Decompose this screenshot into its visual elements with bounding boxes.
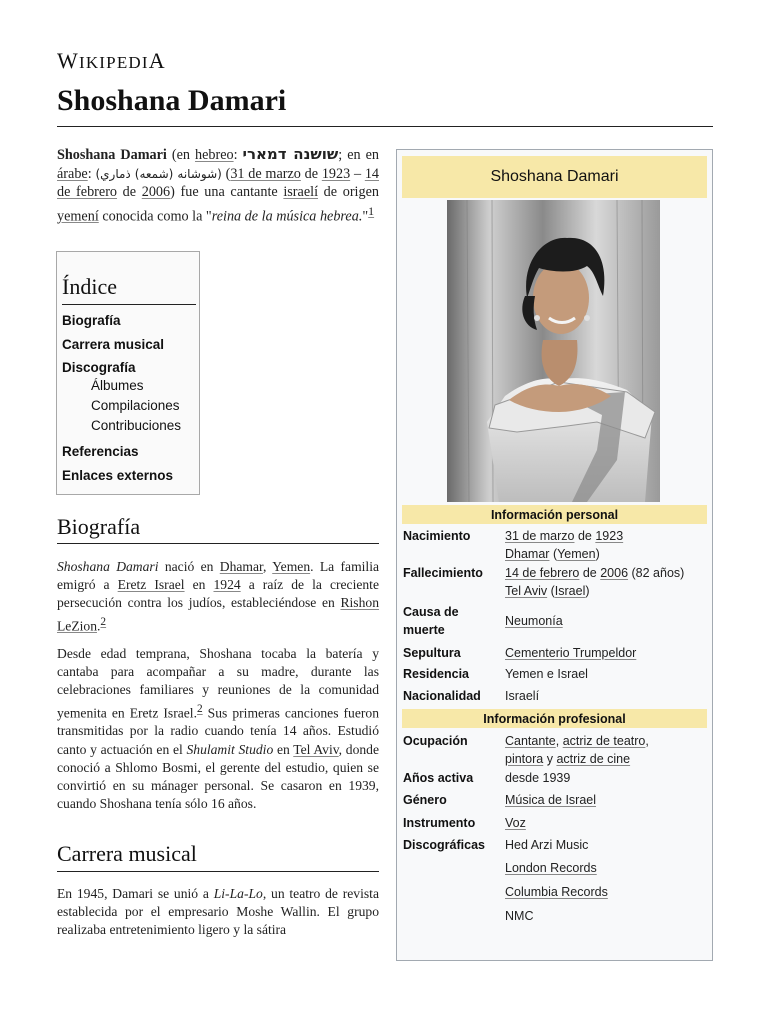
value-causa-de-muerte: [505, 612, 710, 630]
link-musica-de-israel[interactable]: Música de Israel: [505, 793, 597, 807]
value-nacimiento: 31 de marzo de 1923 Dhamar (Yemen): [505, 529, 624, 561]
toc-item-carrera-musical[interactable]: Carrera musical: [62, 337, 165, 352]
toc-item-enlaces-externos[interactable]: Enlaces externos: [62, 468, 174, 483]
value-anos-activa: desde 1939: [505, 771, 571, 785]
value-instrumento: [505, 814, 710, 832]
link-nac-date[interactable]: 31 de marzo: [505, 529, 575, 543]
reference-2b[interactable]: 2: [196, 702, 203, 715]
toc-item-albumes[interactable]: Álbumes: [91, 378, 144, 393]
arabic-name: (شوشانه (شمعه) ذماري): [95, 166, 222, 181]
link-fal-country[interactable]: Israel: [554, 584, 586, 598]
link-1924[interactable]: 1924: [213, 577, 241, 593]
link-pintora[interactable]: pintora: [505, 752, 544, 766]
intro-name: Shoshana Damari: [57, 147, 167, 163]
intro-paragraph: Shoshana Damari (en hebreo: שושנה דמארי; en en árabe: (شوشانه (شمعه) ذماري) (31 de marzo de 1923 – 14 de febrero de 2006) fue una cantante israelí de origen yemení conocida como la "reina de la música hebrea."$^1$: [57, 145, 379, 225]
table-of-contents: [56, 251, 200, 495]
link-tel-aviv[interactable]: Tel Aviv: [293, 741, 339, 757]
biografia-paragraph-2: Desde edad temprana, Shoshana tocaba la batería y cantaba para acompañar a su madre, durante las celebraciones familiares y reuniones de la comunidad yemenita en Eretz Israel.$^2$ Sus primeras canciones fueron transmitidas por la radio cuando tenía 14 años. Estudió canto y actuación en el Shulamit Studio en Tel Aviv, donde conoció a Shlomo Bosmi, el gerente del estudio, quien se convirtió en su mánager personal. Se casaron en 1939, cuando Shoshana tenía sólo 16 años.: [57, 646, 380, 812]
value-sepultura: [505, 644, 710, 662]
value-residencia: Yemen e Israel: [505, 667, 588, 681]
link-fal-date[interactable]: 14 de febrero: [505, 566, 580, 580]
link-cementerio[interactable]: Cementerio Trumpeldor: [505, 646, 637, 660]
toc-title: Índice: [62, 274, 117, 299]
reference-1[interactable]: 1: [368, 203, 375, 218]
wordmark-first: W: [57, 48, 79, 73]
link-actriz-de-cine[interactable]: actriz de cine: [556, 752, 631, 766]
heading-carrera-divider: [57, 871, 379, 872]
heading-carrera-musical: Carrera musical: [57, 841, 197, 866]
value-discografica-1: Hed Arzi Music: [505, 838, 589, 852]
toc-item-compilaciones[interactable]: Compilaciones: [91, 398, 180, 413]
link-israeli[interactable]: israelí: [283, 184, 319, 200]
value-discografica-3: [505, 883, 710, 901]
link-eretz-israel[interactable]: Eretz Israel: [117, 577, 185, 593]
carrera-paragraph-1: En 1945, Damari se unió a Li-La-Lo, un teatro de revista establecida por el empresario Moshe Wallin. El grupo realizaba entretenimiento ligero y la sátira: [57, 886, 379, 938]
value-nacionalidad: Israelí: [505, 689, 540, 703]
label-sepultura: Sepultura: [403, 646, 461, 660]
hebrew-name: שושנה דמארי: [242, 145, 339, 163]
biografia-paragraph-1: Shoshana Damari nació en Dhamar, Yemen. La familia emigró a Eretz Israel en 1924 a raíz de la creciente persecución contra los judíos, estableciéndose en Rishon LeZion.$^2$: [57, 559, 380, 634]
value-discografica-4: NMC: [505, 909, 534, 923]
link-birth-year[interactable]: 1923: [321, 165, 351, 182]
link-voz[interactable]: Voz: [505, 816, 526, 830]
infobox-section-personal: Información personal: [402, 505, 707, 524]
toc-divider: [62, 304, 196, 305]
link-rishon-lezion[interactable]: Rishon LeZion: [57, 595, 379, 634]
label-anos-activa: Años activa: [403, 771, 474, 785]
toc-item-biografia[interactable]: Biografía: [62, 313, 121, 328]
label-ocupacion: Ocupación: [403, 734, 468, 748]
link-nac-place[interactable]: Dhamar: [505, 547, 550, 561]
link-neumonia[interactable]: Neumonía: [505, 614, 563, 628]
nickname: reina de la música hebrea.: [211, 208, 363, 225]
value-ocupacion: Cantante, actriz de teatro, pintora y actriz de cine: [505, 734, 649, 766]
label-fallecimiento: Fallecimiento: [403, 566, 483, 580]
infobox: [396, 149, 713, 961]
reference-2[interactable]: 2: [100, 615, 107, 628]
title-divider: [57, 126, 713, 127]
wikipedia-wordmark[interactable]: [57, 48, 166, 74]
label-residencia: Residencia: [403, 667, 470, 681]
toc-item-discografia[interactable]: Discografía: [62, 360, 136, 375]
label-nacionalidad: Nacionalidad: [403, 689, 481, 703]
value-discografica-2: [505, 859, 710, 877]
infobox-section-profesional: Información profesional: [402, 709, 707, 728]
toc-item-referencias[interactable]: Referencias: [62, 444, 139, 459]
infobox-title: Shoshana Damari: [402, 156, 707, 198]
link-dhamar[interactable]: Dhamar: [219, 559, 263, 574]
toc-item-contribuciones[interactable]: Contribuciones: [91, 418, 182, 433]
link-fal-year[interactable]: 2006: [600, 566, 629, 580]
link-nac-year[interactable]: 1923: [595, 529, 624, 543]
label-nacimiento: Nacimiento: [403, 529, 471, 543]
value-fallecimiento: 14 de febrero de 2006 (82 años) Tel Aviv (Israel): [505, 566, 685, 598]
link-hebreo[interactable]: hebreo: [194, 147, 234, 163]
heading-biografia-divider: [57, 543, 379, 544]
link-birth-date[interactable]: 31 de marzo: [230, 165, 301, 182]
link-death-year[interactable]: 2006: [141, 184, 171, 200]
link-fal-place[interactable]: Tel Aviv: [505, 584, 548, 598]
link-london-records[interactable]: London Records: [505, 861, 597, 875]
link-nac-country[interactable]: Yemen: [557, 547, 596, 561]
value-genero: [505, 791, 710, 809]
link-yemen[interactable]: Yemen: [272, 559, 311, 574]
label-genero: Género: [403, 793, 447, 807]
label-instrumento: Instrumento: [403, 816, 476, 830]
link-actriz-de-teatro[interactable]: actriz de teatro: [562, 734, 646, 748]
portrait-photo[interactable]: [447, 200, 660, 502]
link-arabe[interactable]: árabe: [57, 165, 88, 182]
wordmark-mid: IKIPEDI: [78, 53, 149, 72]
label-discograficas: Discográficas: [403, 838, 485, 852]
label-causa-de-muerte: Causa de muerte: [403, 605, 459, 637]
link-death-date[interactable]: 14 de febrero: [57, 165, 379, 200]
link-cantante[interactable]: Cantante: [505, 734, 556, 748]
page-title: Shoshana Damari: [57, 84, 287, 117]
wordmark-last: A: [148, 48, 166, 73]
link-yemeni[interactable]: yemení: [57, 208, 99, 225]
heading-biografia: Biografía: [57, 514, 141, 539]
link-columbia-records[interactable]: Columbia Records: [505, 885, 608, 899]
